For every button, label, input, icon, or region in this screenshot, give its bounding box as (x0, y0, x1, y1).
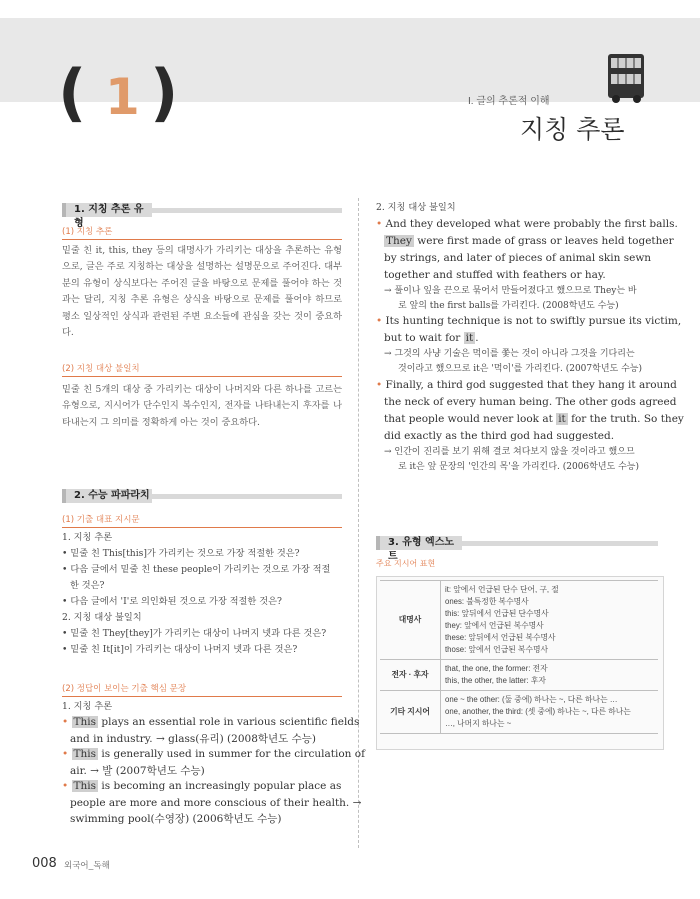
chapter-close-bracket: ) (150, 56, 179, 129)
example-sentence: the neck of every human being. The other gods agreed (384, 396, 677, 408)
table-cell: one ~ the other: (둘 중에) 하나는 ~, 다른 하나는 … one, another, the third: (셋 중에) 하나는 ~, 다른 하나는 …, 나머지 하나는 ~ (441, 691, 659, 734)
subheading-1-1: (1) 지칭 추론 (62, 227, 113, 237)
answer-note: → 풀이나 잎을 끈으로 묶어서 만들어졌다고 했으므로 They는 바 (384, 286, 637, 296)
list-item: • 밑줄 친 They[they]가 가리키는 대상이 나머지 넷과 다른 것은? (62, 628, 327, 639)
subheading-2-1: (1) 기출 대표 지시문 (62, 515, 140, 525)
table-row (380, 581, 658, 660)
subheading-rule (62, 696, 342, 697)
section-heading-bar-2 (152, 494, 342, 499)
section-heading-1: 1. 지칭 추론 유형 (62, 203, 152, 217)
section-heading-bar-1 (152, 208, 342, 213)
example-sentence: did exactly as the third god had suggested. (384, 430, 615, 442)
example-sentence: • Finally, a third god suggested that they hang it around (376, 379, 677, 391)
table-key: 전자 · 후자 (380, 660, 441, 691)
list-item: 1. 지칭 추론 (62, 532, 113, 543)
section-heading-2: 2. 수능 파파라치 (62, 489, 152, 503)
double-decker-bus-icon (604, 48, 648, 106)
example-sentence: • And they developed what were probably the first balls. (376, 218, 678, 230)
example-sentence: and in industry. → glass(유리) (2008학년도 수능) (70, 733, 317, 745)
list-item: 2. 지칭 대상 불일치 (62, 612, 142, 623)
answer-note: → 인간이 진리를 보기 위해 결코 쳐다보지 않을 것이라고 했으므 (384, 447, 635, 457)
answer-note: 것이라고 했으므로 it은 '먹이'를 가리킨다. (2007학년도 수능) (398, 364, 642, 374)
example-sentence: • Its hunting technique is not to swiftly pursue its victim, (376, 315, 682, 327)
example-sentence: • This is generally used in summer for the circulation of (62, 748, 365, 760)
subheading-rule (62, 376, 342, 377)
example-sentence: • This plays an essential role in various scientific fields (62, 716, 360, 728)
highlighted-word: This (73, 780, 97, 792)
book-title: 외국어_독해 (64, 860, 110, 870)
chapter-open-bracket: ( (58, 56, 87, 129)
table-row (380, 660, 658, 691)
example-sentence: by strings, and later of pieces of animal skin sewn (384, 252, 652, 264)
table-key: 기타 지시어 (380, 691, 441, 734)
example-sentence: people are more and more conscious of their health. → (70, 797, 362, 809)
chapter-number: 1 (105, 68, 140, 126)
highlighted-word: This (73, 748, 97, 760)
page-number: 008 (32, 856, 57, 871)
example-sentence: • This is becoming an increasingly popular place as (62, 780, 342, 792)
section-heading-bar-3 (462, 541, 658, 546)
subheading-2-2: (2) 정답이 보이는 기출 핵심 문장 (62, 684, 187, 694)
section-heading-3: 3. 유형 엑스노트 (376, 536, 462, 550)
list-item: 한 것은? (70, 580, 105, 591)
list-item: 1. 지칭 추론 (62, 701, 113, 712)
list-item: • 밑줄 친 It[it]이 가리키는 대상이 나머지 넷과 다른 것은? (62, 644, 298, 655)
subheading-rule (62, 527, 342, 528)
page-title: 지칭 추론 (520, 115, 625, 144)
list-item: • 다음 글에서 'I'로 의인화된 것으로 가장 적절한 것은? (62, 596, 282, 607)
example-sentence: They were first made of grass or leaves held together (386, 235, 674, 247)
table-key: 대명사 (380, 581, 441, 660)
answer-note: 로 it은 앞 문장의 '인간의 목'을 가리킨다. (2006학년도 수능) (398, 462, 639, 472)
highlighted-word: it (558, 413, 566, 425)
example-sentence: but to wait for it . (384, 332, 479, 344)
paragraph-1-1: 밑줄 친 it, this, they 등의 대명사가 가리키는 대상을 추론하는 유형으로, 글은 주로 지칭하는 대상을 설명하는 설명문으로 주어진다. 대부분의 유형이 상식보다는 주어진 글을 바탕으로 문제를 풀어야 하는 것과는 달리, 지칭 추론 유형은 상식을 바탕으로 문제를 풀어야 하므로 평소 일상적인 상식과 관련된 주변 요소들에 관심을 갖는 것이 중요하다. (62, 245, 342, 339)
example-sentence: that people would never look at it for the truth. So they (384, 413, 684, 425)
answer-note: → 그것의 사냥 기술은 먹이를 쫓는 것이 아니라 그것을 기다리는 (384, 349, 635, 359)
highlighted-word: This (73, 716, 97, 728)
table-row (380, 691, 658, 734)
table-cell: it: 앞에서 언급된 단수 단어, 구, 절 ones: 불특정한 복수명사 this: 앞뒤에서 언급된 단수명사 they: 앞에서 언급된 복수명사 these: 앞뒤에서 언급된 복수명사 those: 앞에서 언급된 복수명사 (441, 581, 659, 660)
example-sentence: air. → 발 (2007학년도 수능) (70, 765, 205, 777)
example-sentence: swimming pool(수영장) (2006학년도 수능) (70, 813, 282, 825)
table-cell: that, the one, the former: 전자 this, the other, the latter: 후자 (441, 660, 659, 691)
expression-table (380, 580, 658, 734)
list-item: • 밑줄 친 This[this]가 가리키는 것으로 가장 적절한 것은? (62, 548, 300, 559)
highlighted-word: They (386, 235, 412, 247)
answer-note: 로 앞의 the first balls를 가리킨다. (2008학년도 수능) (398, 301, 619, 311)
highlighted-word: it (465, 332, 474, 344)
list-item: • 다음 글에서 밑줄 친 these people이 가리키는 것으로 가장 적절 (62, 564, 331, 575)
breadcrumb: I. 글의 추론적 이해 (468, 96, 550, 107)
subheading-rule (62, 239, 342, 240)
subheading-3: 주요 지시어 표현 (376, 559, 436, 568)
subheading-1-2: (2) 지칭 대상 불일치 (62, 364, 140, 374)
paragraph-1-2: 밑줄 친 5개의 대상 중 가리키는 대상이 나머지와 다른 하나를 고르는 유형으로, 지시어가 단수인지 복수인지, 전자를 나타내는지 후자를 나타내는지 그 의미를 정확하게 아는 것이 중요하다. (62, 384, 342, 428)
example-sentence: together and stuffed with feathers or hay. (384, 269, 606, 281)
list-heading: 2. 지칭 대상 불일치 (376, 202, 456, 213)
